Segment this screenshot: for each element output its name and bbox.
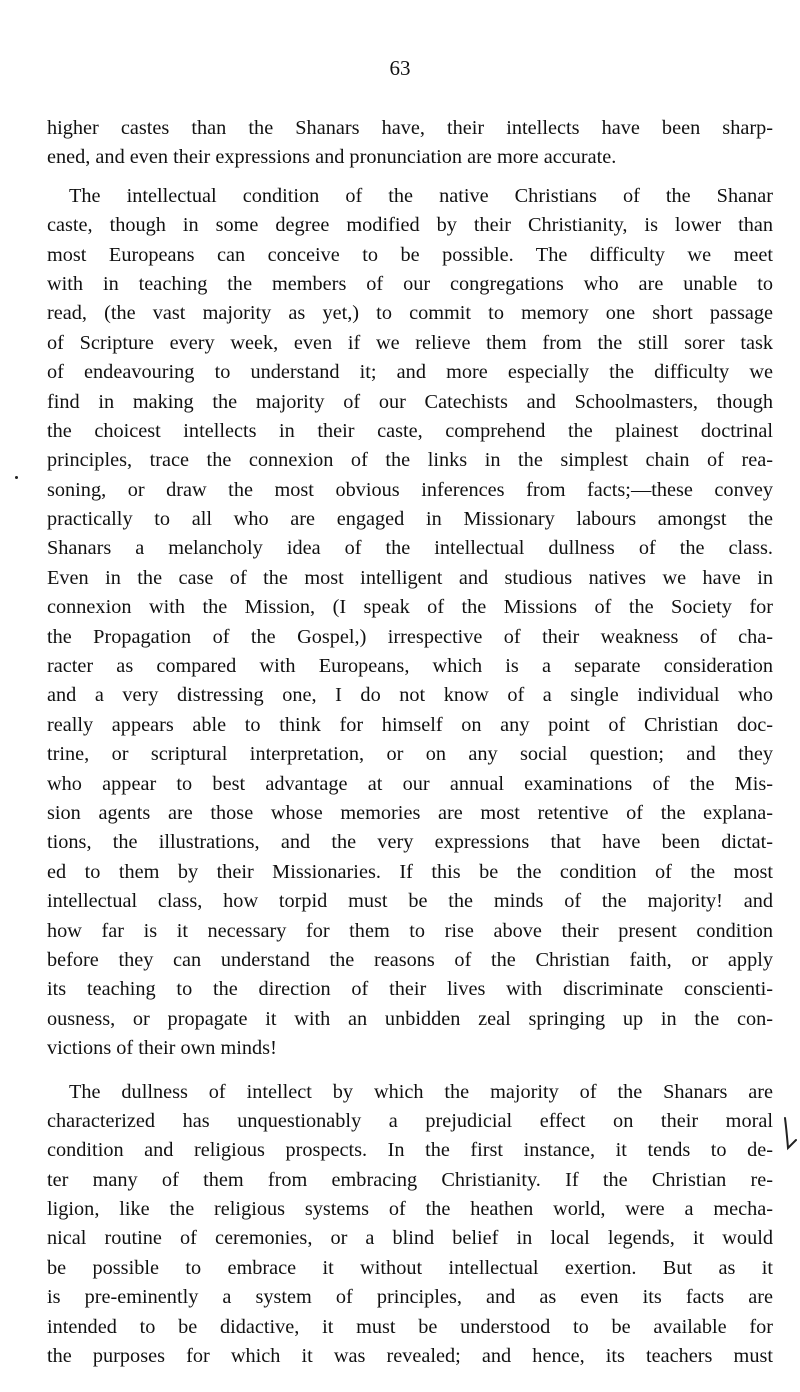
margin-pencil-mark <box>781 1116 797 1152</box>
text-line: intellectual class, how torpid must be the minds of the majority! and <box>47 890 773 913</box>
text-line: is pre-eminently a system of principles, and as even its facts are <box>47 1286 773 1309</box>
text-line: principles, trace the connexion of the links in the simplest chain of rea- <box>47 449 773 472</box>
paragraph-2 <box>47 182 773 1064</box>
text-line: practically to all who are engaged in Missionary labours amongst the <box>47 508 773 531</box>
text-line: really appears able to think for himself on any point of Christian doc- <box>47 713 773 736</box>
text-line: sion agents are those whose memories are most retentive of the explana- <box>47 801 773 824</box>
text-line: with in teaching the members of our congregations who are unable to <box>47 272 773 295</box>
text-line: connexion with the Mission, (I speak of the Missions of the Society for <box>47 596 773 619</box>
text-line: caste, though in some degree modified by their Christianity, is lower than <box>47 214 773 237</box>
text-line: who appear to best advantage at our annual examinations of the Mis- <box>47 772 773 795</box>
text-line: before they can understand the reasons of the Christian faith, or apply <box>47 948 773 971</box>
text-line: the purposes for which it was revealed; and hence, its teachers must <box>47 1345 773 1368</box>
text-line: of Scripture every week, even if we relieve them from the still sorer task <box>47 331 773 354</box>
text-line: ligion, like the religious systems of the heathen world, were a mecha- <box>47 1198 773 1221</box>
text-line: The intellectual condition of the native Christians of the Shanar <box>69 184 773 207</box>
text-line: racter as compared with Europeans, which is a separate consideration <box>47 655 773 678</box>
text-line: its teaching to the direction of their lives with discriminate conscienti- <box>47 978 773 1001</box>
text-line: the choicest intellects in their caste, comprehend the plainest doctrinal <box>47 419 773 442</box>
text-line: ter many of them from embracing Christianity. If the Christian re- <box>47 1168 773 1191</box>
text-line: ed to them by their Missionaries. If this be the condition of the most <box>47 860 773 883</box>
text-line: be possible to embrace it without intellectual exertion. But as it <box>47 1256 773 1279</box>
text-line: of endeavouring to understand it; and more especially the difficulty we <box>47 361 773 384</box>
text-line: The dullness of intellect by which the majority of the Shanars are <box>69 1080 773 1103</box>
text-line: most Europeans can conceive to be possible. The difficulty we meet <box>47 243 773 266</box>
text-line: and a very distressing one, I do not know of a single individual who <box>47 684 773 707</box>
paragraph-3 <box>47 1078 773 1372</box>
text-line: higher castes than the Shanars have, their intellects have been sharp- <box>47 117 773 139</box>
text-line: soning, or draw the most obvious inferences from facts;—these convey <box>47 478 773 501</box>
paragraph-1 <box>47 114 773 173</box>
page-number: 63 <box>389 56 411 80</box>
text-line: how far is it necessary for them to rise above their present condition <box>47 919 773 942</box>
text-line: read, (the vast majority as yet,) to commit to memory one short passage <box>47 302 773 325</box>
text-line: condition and religious prospects. In the first instance, it tends to de- <box>47 1139 773 1162</box>
body-text <box>47 114 773 1371</box>
text-line: ened, and even their expressions and pronunciation are more accurate. <box>47 146 617 169</box>
text-line: characterized has unquestionably a prejudicial effect on their moral <box>47 1109 773 1132</box>
text-line: Even in the case of the most intelligent and studious natives we have in <box>47 566 773 589</box>
text-line: tions, the illustrations, and the very expressions that have been dictat- <box>47 831 773 854</box>
text-line: ousness, or propagate it with an unbidden zeal springing up in the con- <box>47 1007 773 1030</box>
text-line: victions of their own minds! <box>47 1037 277 1060</box>
text-line: trine, or scriptural interpretation, or on any social question; and they <box>47 743 773 766</box>
text-line: find in making the majority of our Catechists and Schoolmasters, though <box>47 390 773 413</box>
stray-ink-dot <box>15 476 18 479</box>
text-line: nical routine of ceremonies, or a blind belief in local legends, it would <box>47 1227 773 1250</box>
text-line: intended to be didactive, it must be understood to be available for <box>47 1315 773 1338</box>
text-line: Shanars a melancholy idea of the intellectual dullness of the class. <box>47 537 773 560</box>
text-line: the Propagation of the Gospel,) irrespective of their weakness of cha- <box>47 625 773 648</box>
